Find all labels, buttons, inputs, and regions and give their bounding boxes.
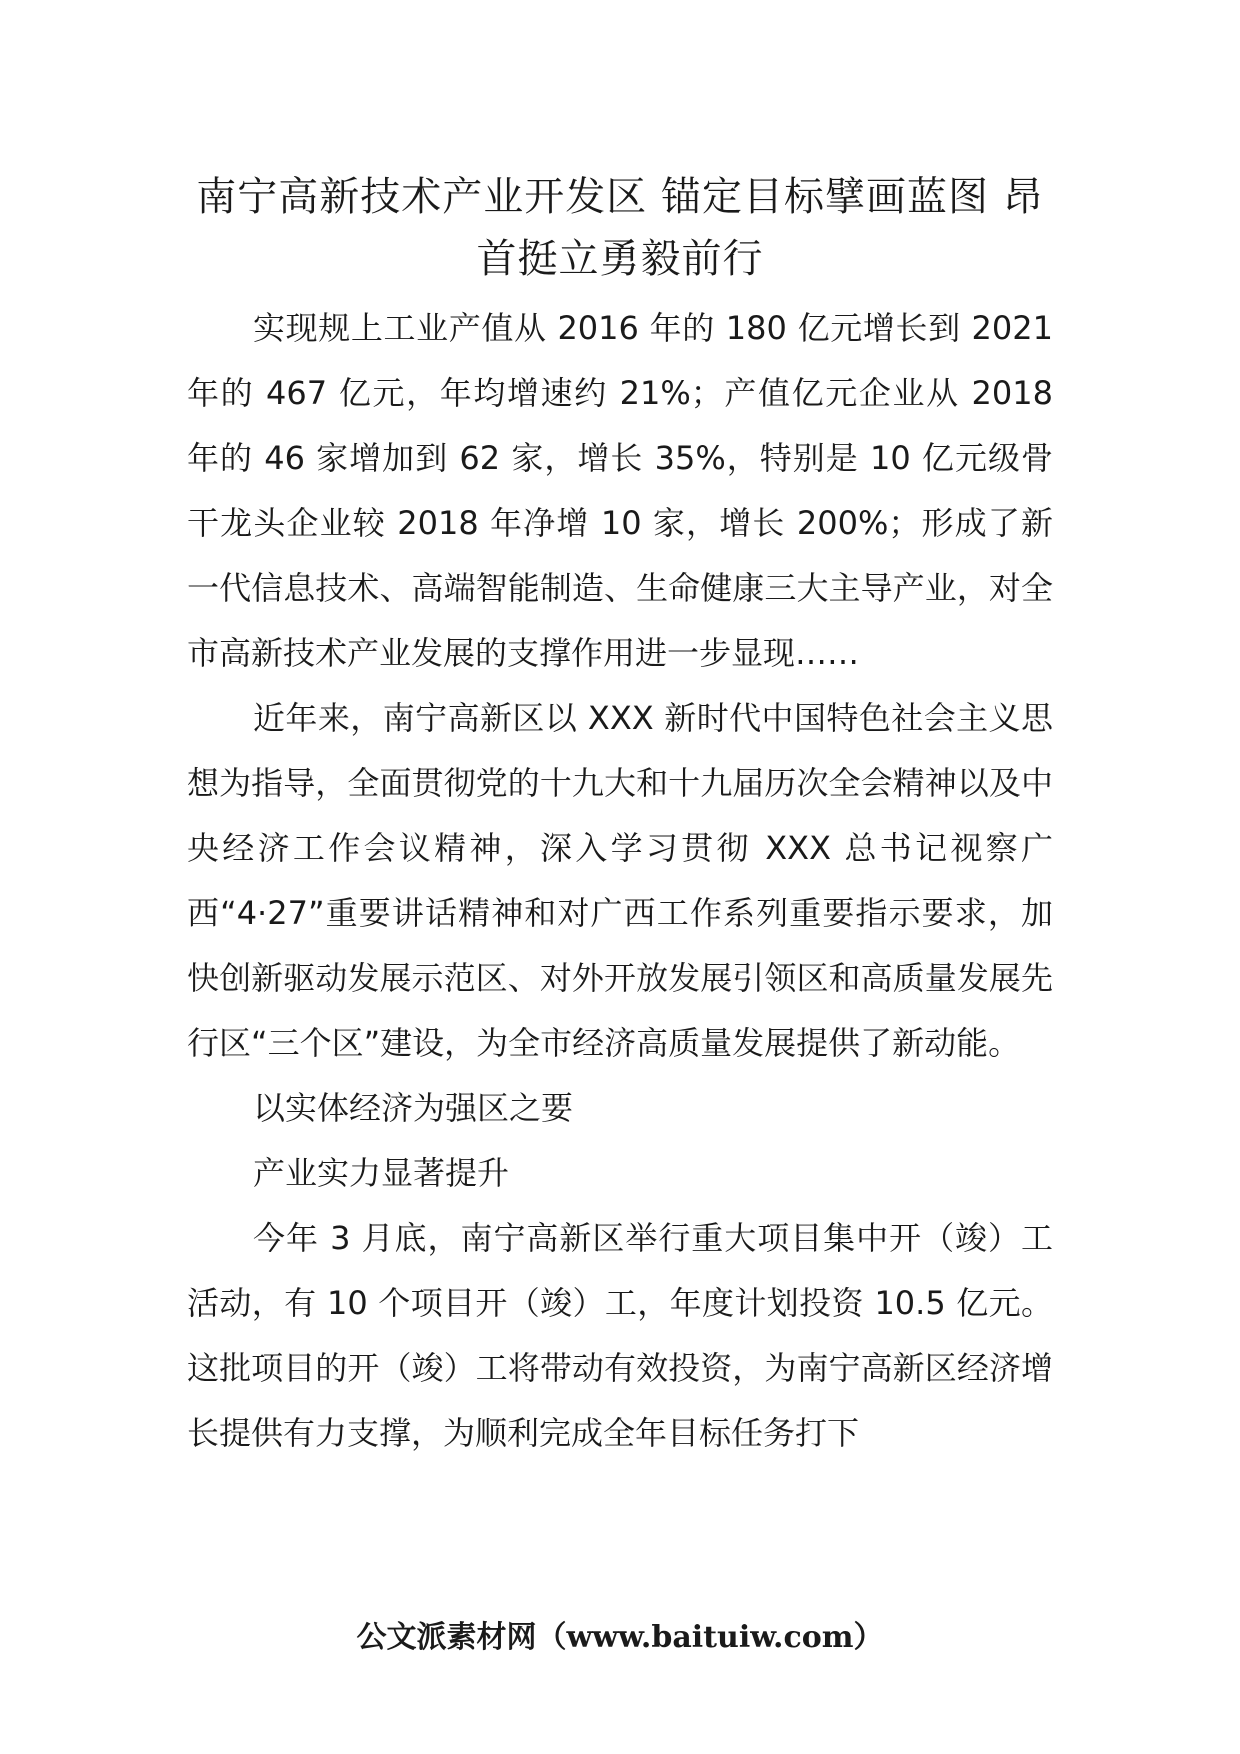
section-heading-real-economy: 以实体经济为强区之要 (253, 1089, 574, 1127)
paragraph-industrial-output: 实现规上工业产值从 2016 年的 180 亿元增长到 2021 年的 467 亿元，年均增速约 21%；产值亿元企业从 2018 年的 46 家增加到 62 家，增长 35%，特别是 10 亿元级骨干龙头企业较 2018 年净增 10 家，增长 200%；形成了新一代信息技术、高端智能制造、生命健康三大主导产业，对全市高新技术产业发展的支撑作用进一步显现…… (187, 309, 1053, 672)
paragraph-major-projects: 今年 3 月底，南宁高新区举行重大项目集中开（竣）工活动，有 10 个项目开（竣）工，年度计划投资 10.5 亿元。这批项目的开（竣）工将带动有效投资，为南宁高新区经济增长提供有力支撑，为顺利完成全年目标任务打下 (187, 1219, 1053, 1452)
footer-watermark: 公文派素材网（www.baituiw.com） (356, 1620, 884, 1655)
document-body (187, 296, 1053, 1466)
document-title: 南宁高新技术产业开发区 锚定目标擘画蓝图 昂首挺立勇毅前行 (196, 174, 1044, 282)
section-subheading-industry-strength: 产业实力显著提升 (253, 1154, 510, 1192)
paragraph-recent-years: 近年来，南宁高新区以 XXX 新时代中国特色社会主义思想为指导，全面贯彻党的十九大和十九届历次全会精神以及中央经济工作会议精神，深入学习贯彻 XXX 总书记视察广西“4·27”重要讲话精神和对广西工作系列重要指示要求，加快创新驱动发展示范区、对外开放发展引领区和高质量发展先行区“三个区”建设，为全市经济高质量发展提供了新动能。 (187, 699, 1053, 1062)
